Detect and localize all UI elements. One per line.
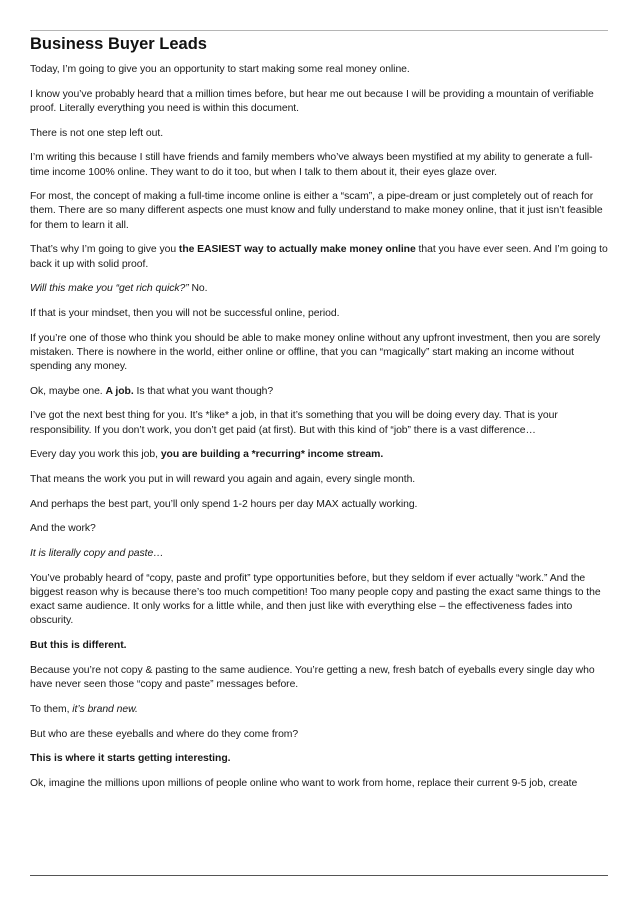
italic-text: it’s brand new. xyxy=(72,703,138,715)
text-run: No. xyxy=(188,283,208,295)
bold-text: This is where it starts getting interesting. xyxy=(30,753,231,765)
paragraph xyxy=(30,282,610,296)
paragraph xyxy=(30,752,610,766)
text-run: Is that what you want though? xyxy=(133,385,274,397)
paragraph xyxy=(30,385,610,399)
paragraph xyxy=(30,703,610,717)
text-run: That’s why I’m going to give you xyxy=(30,244,179,256)
bold-text: the EASIEST way to actually make money online xyxy=(178,244,416,256)
bold-text: But this is different. xyxy=(30,640,127,652)
italic-text: It is literally copy and paste… xyxy=(30,548,164,560)
bold-text: A job. xyxy=(105,385,134,397)
paragraph: That means the work you put in will reward you again and again, every single month. xyxy=(30,474,416,486)
paragraph xyxy=(30,547,610,561)
paragraph: There is not one step left out. xyxy=(30,127,164,139)
text-run: Every day you work this job, xyxy=(30,449,161,461)
italic-text: Will this make you “get rich quick?” xyxy=(30,283,189,295)
paragraph xyxy=(30,639,610,653)
paragraph: Today, I’m going to give you an opportunity to start making some real money online. xyxy=(30,64,410,75)
text-run: Ok, maybe one. xyxy=(30,385,106,397)
text-run: that you have ever seen. And I’m going to back it up with solid proof. xyxy=(30,244,608,270)
text-run: To them, xyxy=(30,703,73,715)
paragraph: But who are these eyeballs and where do they come from? xyxy=(30,728,299,740)
paragraph xyxy=(30,448,610,462)
paragraph: If that is your mindset, then you will not be successful online, period. xyxy=(30,307,340,319)
top-divider xyxy=(30,30,608,31)
paragraph: I’ve got the next best thing for you. It’s *like* a job, in that it’s something that you will be doing every day. That is your responsibility. If you don’t work, you don’t get paid (at first). But with this kind of “job” there is a vast difference… xyxy=(30,410,558,436)
paragraph: Because you’re not copy & pasting to the same audience. You’re getting a new, fresh batch of eyeballs every single day who have never seen those “copy and paste” messages before. xyxy=(30,664,595,691)
paragraph: You’ve probably heard of “copy, paste and profit” type opportunities before, but they seldom if ever actually “work.” And the biggest reason why is because there’s too much competition! Too many people copy and pasting the exact same things to the exact same audience. It only works for a little while, and then just like with everything else – the effectiveness fades into obscurity. xyxy=(30,572,601,627)
paragraph: Ok, imagine the millions upon millions of people online who want to work from home, replace their current 9-5 job, create xyxy=(30,777,578,789)
document-title: Business Buyer Leads xyxy=(30,35,207,53)
paragraph: And the work? xyxy=(30,523,96,535)
paragraph: If you’re one of those who think you should be able to make money online without any upfront investment, then you are sorely mistaken. There is nowhere in the world, either online or offline, that you can “magically” start making an income without spending any money. xyxy=(30,332,601,373)
paragraph: I know you’ve probably heard that a million times before, but hear me out because I will be providing a mountain of verifiable proof. Literally everything you need is within this document. xyxy=(30,88,594,114)
paragraph: For most, the concept of making a full-time income online is either a “scam”, a pipe-dream or just completely out of reach for them. There are so many different aspects one must know and fully understand to make money online, that it just isn’t feasible for them to learn it all. xyxy=(30,191,603,231)
document-page xyxy=(30,34,610,802)
paragraph: And perhaps the best part, you’ll only spend 1-2 hours per day MAX actually working. xyxy=(30,498,418,510)
bottom-divider xyxy=(30,875,608,876)
paragraph xyxy=(30,243,610,271)
bold-text: you are building a *recurring* income stream. xyxy=(160,449,384,461)
paragraph: I’m writing this because I still have friends and family members who’ve always been mystified at my ability to generate a full-time income 100% online. They want to do it too, but when I talk to them about it, their eyes glaze over. xyxy=(30,152,593,178)
